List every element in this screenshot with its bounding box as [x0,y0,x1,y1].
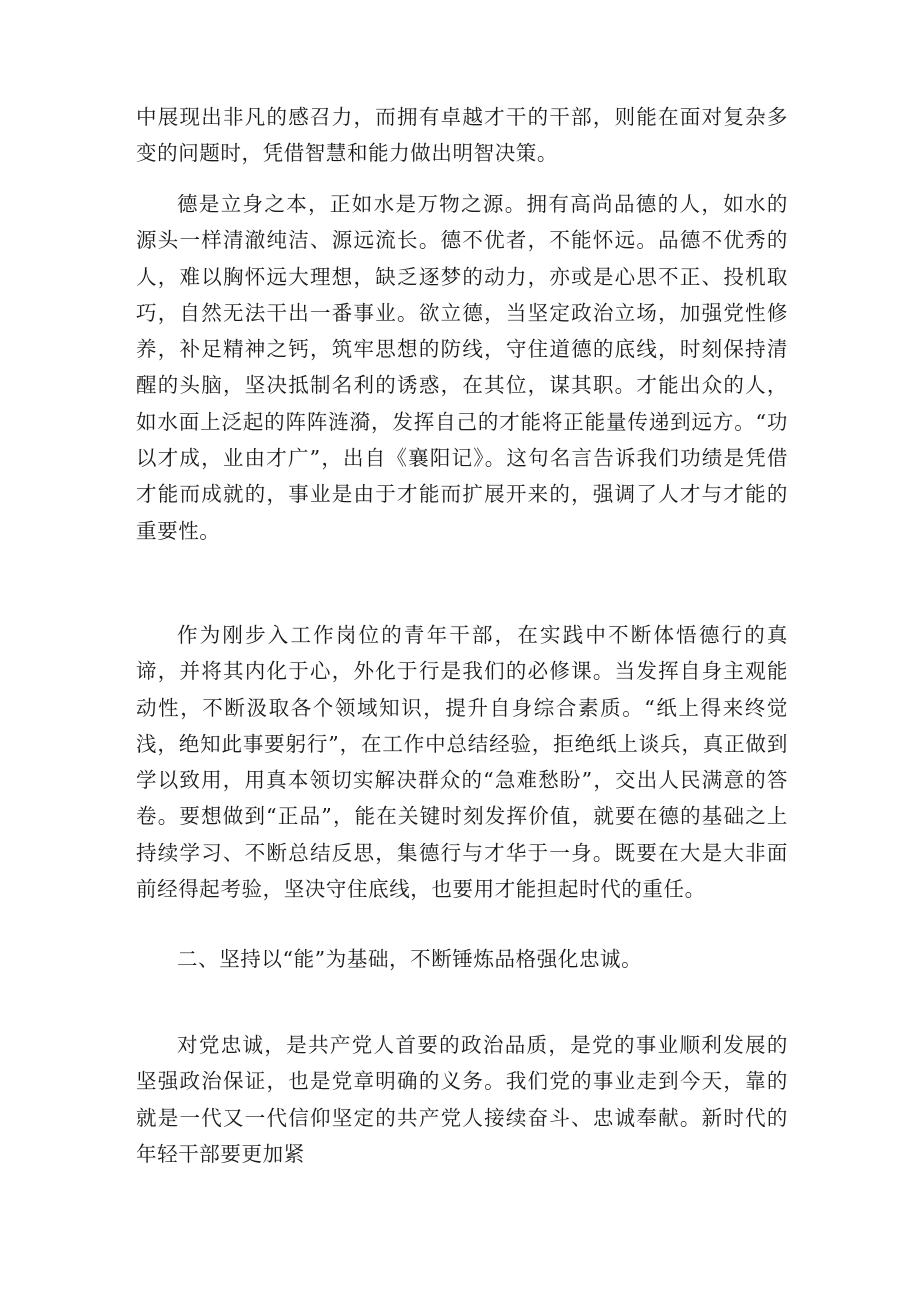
paragraph-loyalty: 对党忠诚，是共产党人首要的政治品质，是党的事业顺利发展的坚强政治保证，也是党章明确的义务。我们党的事业走到今天，靠的就是一代又一代信仰坚定的共产党人接续奋斗、忠诚奉献。新时代的年轻干部要更加紧 [136,1033,788,1166]
section-heading: 二、坚持以“能”为基础，不断锤炼品格强化忠诚。 [177,947,643,971]
paragraph-young-cadres: 作为刚步入工作岗位的青年干部，在实践中不断体悟德行的真谛，并将其内化于心，外化于行是我们的必修课。当发挥自身主观能动性，不断汲取各个领域知识，提升自身综合素质。“纸上得来终觉浅，绝知此事要躬行”，在工作中总结经验，拒绝纸上谈兵，真正做到学以致用，用真本领切实解决群众的“急难愁盼”，交出人民满意的答卷。要想做到“正品”，能在关键时刻发挥价值，就要在德的基础之上持续学习、不断总结反思，集德行与才华于一身。既要在大是大非面前经得起考验，坚决守住底线，也要用才能担起时代的重任。 [136,623,788,902]
paragraph-continuation: 中展现出非凡的感召力，而拥有卓越才干的干部，则能在面对复杂多变的问题时，凭借智慧和能力做出明智决策。 [136,105,788,166]
paragraph-virtue: 德是立身之本，正如水是万物之源。拥有高尚品德的人，如水的源头一样清澈纯洁、源远流长。德不优者，不能怀远。品德不优秀的人，难以胸怀远大理想，缺乏逐梦的动力，亦或是心思不正、投机取巧，自然无法干出一番事业。欲立德，当坚定政治立场，加强党性修养，补足精神之钙，筑牢思想的防线，守住道德的底线，时刻保持清醒的头脑，坚决抵制名利的诱惑，在其位，谋其职。才能出众的人，如水面上泛起的阵阵涟漪，发挥自己的才能将正能量传递到远方。“功以才成，业由才广”，出自《襄阳记》。这句名言告诉我们功绩是凭借才能而成就的，事业是由于才能而扩展开来的，强调了人才与才能的重要性。 [136,192,788,543]
